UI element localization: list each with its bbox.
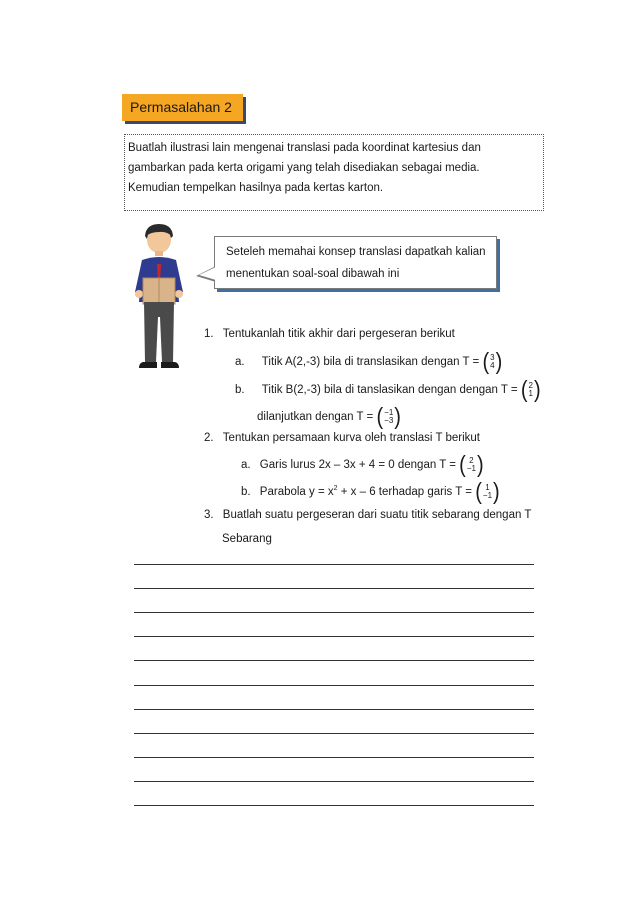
translation-vector: ( 2 1 ) <box>520 377 541 403</box>
item-text: Titik A(2,-3) bila di translasikan dengan T = <box>261 356 483 369</box>
answer-line <box>134 805 534 806</box>
question-2a <box>241 452 484 478</box>
question-text: Tentukan persamaan kurva oleh translasi T berikut <box>222 432 480 444</box>
task-line: Kemudian tempelkan hasilnya pada kertas karton. <box>128 182 384 194</box>
question-2 <box>204 431 480 445</box>
question-3-cont <box>222 532 272 546</box>
answer-line <box>134 636 534 637</box>
question-1a <box>235 349 503 375</box>
answer-line <box>134 564 534 565</box>
answer-line <box>134 757 534 758</box>
question-number: 1. <box>204 328 214 340</box>
speech-bubble-tail-inner <box>199 267 216 280</box>
bubble-line: menentukan soal-soal dibawah ini <box>226 268 400 280</box>
question-text: Buatlah suatu pergeseran dari suatu titik sebarang dengan T <box>222 509 532 521</box>
answer-line <box>134 709 534 710</box>
answer-line <box>134 660 534 661</box>
translation-vector: ( 3 4 ) <box>482 349 503 375</box>
task-description-box <box>124 134 544 211</box>
speech-bubble <box>214 236 497 289</box>
question-1 <box>204 327 455 341</box>
answer-line <box>134 685 534 686</box>
item-text: Parabola $y = x^2 + x - 6$ terhadap garis T = <box>259 485 476 499</box>
translation-vector: ( 2 −1 ) <box>459 452 484 478</box>
question-text: Tentukanlah titik akhir dari pergeseran berikut <box>222 328 455 340</box>
question-text: Sebarang <box>222 533 272 545</box>
question-number: 2. <box>204 432 214 444</box>
question-1b <box>235 377 541 403</box>
item-text: Titik B(2,-3) bila di tanslasikan dengan dengan T = <box>261 384 521 397</box>
answer-line <box>134 588 534 589</box>
item-label: a. <box>241 459 251 472</box>
item-label: b. <box>241 486 251 499</box>
question-3 <box>204 508 531 522</box>
answer-line <box>134 612 534 613</box>
task-line: gambarkan pada kerta origami yang telah disediakan sebagai media. <box>128 162 480 174</box>
bubble-line: Seteleh memahai konsep translasi dapatkah kalian <box>226 246 486 258</box>
item-label: a. <box>235 356 245 369</box>
translation-vector: ( −1 −3 ) <box>376 404 401 430</box>
section-heading: Permasalahan 2 <box>122 94 243 121</box>
task-line: Buatlah ilustrasi lain mengenai translasi pada koordinat kartesius dan <box>128 142 481 154</box>
item-label: b. <box>235 384 245 397</box>
question-1b-cont <box>257 404 401 430</box>
item-text: dilanjutkan dengan T = <box>257 411 377 424</box>
question-number: 3. <box>204 509 214 521</box>
question-2b <box>241 479 500 505</box>
answer-line <box>134 733 534 734</box>
answer-line <box>134 781 534 782</box>
translation-vector: ( 1 −1 ) <box>475 479 500 505</box>
item-text: Garis lurus 2x – 3x + 4 = 0 dengan T = <box>259 459 460 472</box>
man-holding-book-icon <box>126 222 192 372</box>
